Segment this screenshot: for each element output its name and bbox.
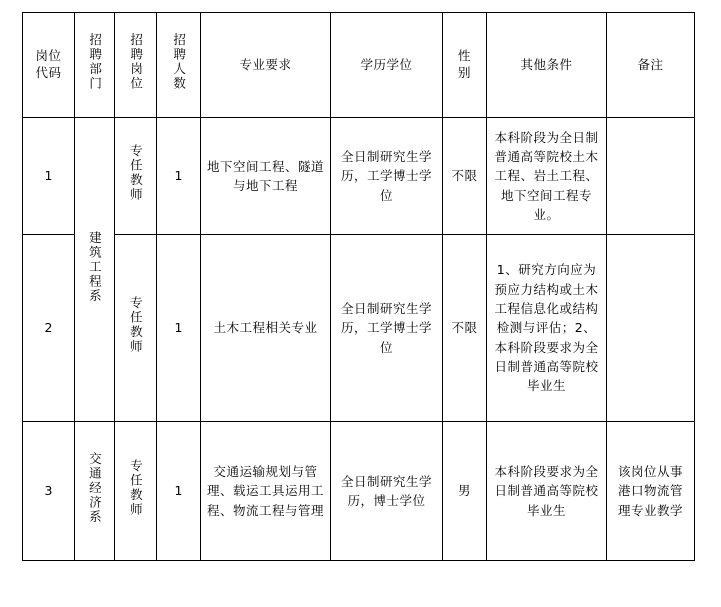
cell-other	[487, 235, 607, 422]
cell-remark-text: 该岗位从事港口物流管理专业教学	[617, 463, 683, 518]
header-degree-label: 学历学位	[360, 57, 413, 73]
cell-gender	[443, 118, 487, 235]
cell-gender-text: 不限	[451, 320, 478, 336]
cell-degree-text: 全日制研究生学历，工学博士学位	[340, 300, 432, 355]
header-code-line1: 岗位	[35, 48, 62, 64]
header-code-line2: 代码	[35, 65, 62, 80]
cell-dept	[75, 118, 115, 422]
header-gender-line1: 性	[457, 48, 471, 64]
cell-degree-text: 全日制研究生学历，博士学位	[340, 473, 432, 508]
cell-major-text: 地下空间工程、隧道与地下工程	[206, 158, 324, 193]
cell-dept-text: 建筑工程系	[87, 230, 103, 304]
cell-dept	[75, 422, 115, 561]
cell-major	[201, 422, 331, 561]
header-cell-major	[201, 13, 331, 118]
header-gender-line2: 别	[457, 65, 471, 80]
header-post-label: 招聘岗位	[128, 33, 144, 92]
table-row	[23, 235, 695, 422]
cell-gender	[443, 422, 487, 561]
header-cell-number	[157, 13, 201, 118]
table-row	[23, 118, 695, 235]
cell-degree	[331, 118, 443, 235]
cell-remark	[607, 422, 695, 561]
header-remark-label: 备注	[637, 57, 664, 73]
cell-other-text: 本科阶段要求为全日制普通高等院校毕业生	[494, 463, 599, 518]
cell-code: 3	[23, 422, 75, 561]
cell-other-text: 本科阶段为全日制普通高等院校土木工程、岩土工程、地下空间工程专业。	[494, 129, 599, 223]
cell-post	[115, 422, 157, 561]
header-other-label: 其他条件	[520, 57, 573, 73]
cell-post	[115, 235, 157, 422]
header-cell-remark	[607, 13, 695, 118]
cell-post	[115, 118, 157, 235]
cell-major	[201, 118, 331, 235]
header-major-label: 专业要求	[239, 57, 292, 73]
cell-degree-text: 全日制研究生学历，工学博士学位	[340, 148, 432, 203]
cell-post-text: 专任教师	[128, 144, 144, 203]
cell-remark	[607, 118, 695, 235]
cell-other	[487, 118, 607, 235]
recruitment-table	[22, 12, 695, 561]
header-cell-post	[115, 13, 157, 118]
cell-other-text: 1、研究方向应为预应力结构或土木工程信息化或结构检测与评估；2、本科阶段要求为全日制普通高等院校毕业生	[494, 262, 599, 394]
header-cell-degree	[331, 13, 443, 118]
cell-other	[487, 422, 607, 561]
table-row	[23, 422, 695, 561]
cell-major	[201, 235, 331, 422]
cell-code: 2	[23, 235, 75, 422]
header-cell-dept	[75, 13, 115, 118]
cell-number: 1	[157, 235, 201, 422]
cell-gender-text: 男	[457, 483, 471, 499]
cell-major-text: 土木工程相关专业	[213, 320, 318, 336]
cell-dept-text: 交通经济系	[87, 452, 103, 525]
cell-degree	[331, 422, 443, 561]
header-cell-other	[487, 13, 607, 118]
cell-number: 1	[157, 422, 201, 561]
cell-gender	[443, 235, 487, 422]
cell-code: 1	[23, 118, 75, 235]
cell-major-text: 交通运输规划与管理、载运工具运用工程、物流工程与管理	[206, 463, 324, 518]
cell-number: 1	[157, 118, 201, 235]
header-dept-label: 招聘部门	[87, 33, 103, 92]
cell-gender-text: 不限	[451, 168, 478, 184]
header-cell-code	[23, 13, 75, 118]
header-number-label: 招聘人数	[171, 33, 187, 92]
cell-post-text: 专任教师	[128, 296, 144, 355]
header-cell-gender	[443, 13, 487, 118]
cell-degree	[331, 235, 443, 422]
cell-post-text: 专任教师	[128, 459, 144, 518]
table-header-row	[23, 13, 695, 118]
cell-remark	[607, 235, 695, 422]
